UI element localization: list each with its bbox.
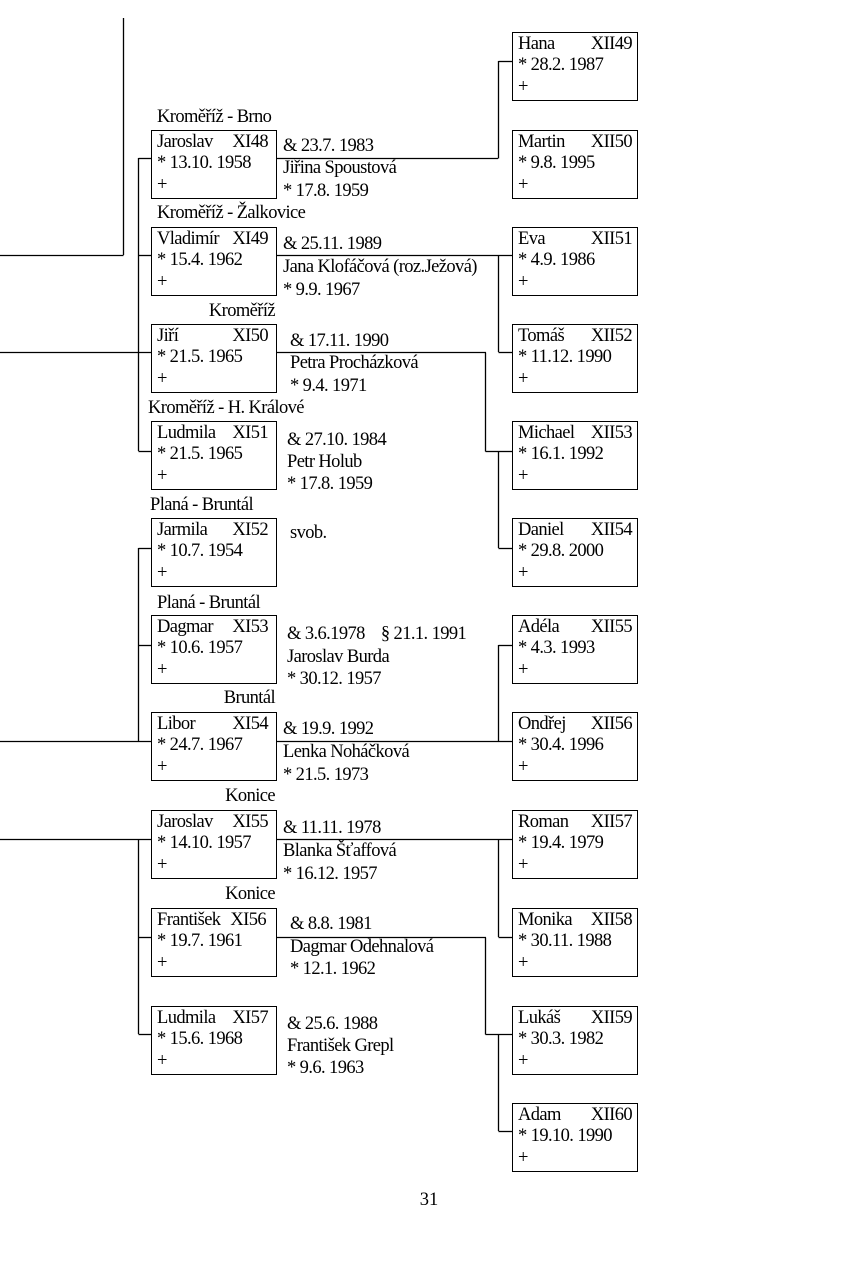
person-code: XI49	[232, 229, 268, 249]
spouse-birth: * 16.12. 1957	[283, 864, 377, 884]
person-card	[151, 908, 277, 977]
birth-date: * 4.3. 1993	[518, 638, 595, 658]
person-name: Tomáš	[518, 326, 565, 346]
person-code: XI53	[232, 617, 268, 637]
birth-date: * 15.4. 1962	[157, 250, 243, 270]
birth-date: * 13.10. 1958	[157, 153, 251, 173]
spouse-birth: * 9.9. 1967	[283, 280, 360, 300]
spouse-birth: * 17.8. 1959	[283, 181, 369, 201]
death-date: +	[157, 1051, 167, 1071]
person-card	[512, 712, 638, 781]
spouse-birth: * 30.12. 1957	[287, 669, 381, 689]
birth-date: * 14.10. 1957	[157, 833, 251, 853]
person-card	[151, 518, 277, 587]
person-name: Ludmila	[157, 1008, 216, 1028]
marriage-date: & 23.7. 1983	[283, 136, 374, 156]
death-date: +	[518, 175, 528, 195]
birth-date: * 19.4. 1979	[518, 833, 604, 853]
birth-date: * 28.2. 1987	[518, 55, 604, 75]
marriage-date: & 25.6. 1988	[287, 1014, 378, 1034]
person-card	[512, 32, 638, 101]
person-name: Libor	[157, 714, 196, 734]
person-name: Dagmar	[157, 617, 213, 637]
person-card	[512, 1103, 638, 1172]
person-card	[512, 518, 638, 587]
person-code: XI56	[230, 910, 266, 930]
death-date: +	[157, 855, 167, 875]
person-card	[512, 421, 638, 490]
birth-date: * 9.8. 1995	[518, 153, 595, 173]
spouse-birth: * 17.8. 1959	[287, 474, 373, 494]
death-date: +	[518, 272, 528, 292]
person-card	[512, 227, 638, 296]
death-date: +	[518, 855, 528, 875]
person-card	[512, 908, 638, 977]
person-code: XI52	[232, 520, 268, 540]
spouse-name: Jana Klofáčová (roz.Ježová)	[283, 257, 477, 277]
person-code: XII55	[590, 617, 632, 637]
birth-date: * 30.3. 1982	[518, 1029, 604, 1049]
person-name: Adam	[518, 1105, 561, 1125]
spouse-name: Dagmar Odehnalová	[290, 937, 434, 957]
person-card	[512, 615, 638, 684]
place-label: Konice	[225, 884, 275, 904]
marriage-date: & 25.11. 1989	[283, 234, 382, 254]
person-code: XII53	[590, 423, 632, 443]
person-code: XI51	[232, 423, 268, 443]
marriage-date: & 3.6.1978 § 21.1. 1991	[287, 624, 467, 644]
birth-date: * 15.6. 1968	[157, 1029, 243, 1049]
birth-date: * 21.5. 1965	[157, 444, 243, 464]
marriage-date: & 11.11. 1978	[283, 818, 381, 838]
spouse-name: Jaroslav Burda	[287, 647, 390, 667]
person-card	[151, 324, 277, 393]
person-code: XII59	[590, 1008, 632, 1028]
spouse-birth: * 21.5. 1973	[283, 765, 369, 785]
marriage-date: & 8.8. 1981	[290, 914, 372, 934]
person-name: Jarmila	[157, 520, 208, 540]
spouse-birth: * 12.1. 1962	[290, 959, 376, 979]
spouse-birth: * 9.4. 1971	[290, 376, 367, 396]
birth-date: * 30.4. 1996	[518, 735, 604, 755]
death-date: +	[518, 953, 528, 973]
person-card	[151, 130, 277, 199]
person-name: Jiří	[157, 326, 179, 346]
person-name: Monika	[518, 910, 572, 930]
birth-date: * 4.9. 1986	[518, 250, 595, 270]
person-name: Ondřej	[518, 714, 566, 734]
birth-date: * 24.7. 1967	[157, 735, 243, 755]
person-code: XII49	[590, 34, 632, 54]
spouse-name: Petr Holub	[287, 452, 362, 472]
person-name: Ludmila	[157, 423, 216, 443]
marriage-date: & 19.9. 1992	[283, 719, 374, 739]
death-date: +	[157, 757, 167, 777]
birth-date: * 10.7. 1954	[157, 541, 243, 561]
death-date: +	[518, 466, 528, 486]
spouse-name: Blanka Šťaffová	[283, 841, 397, 861]
person-card	[151, 227, 277, 296]
death-date: +	[157, 466, 167, 486]
spouse-birth: * 9.6. 1963	[287, 1058, 364, 1078]
spouse-name: Jiřina Spoustová	[283, 158, 397, 178]
person-card	[151, 615, 277, 684]
person-name: Eva	[518, 229, 545, 249]
death-date: +	[157, 660, 167, 680]
person-code: XI57	[232, 1008, 268, 1028]
person-name: Adéla	[518, 617, 560, 637]
place-label: Bruntál	[223, 688, 275, 708]
person-code: XII54	[590, 520, 632, 540]
death-date: +	[518, 660, 528, 680]
birth-date: * 21.5. 1965	[157, 347, 243, 367]
death-date: +	[518, 369, 528, 389]
birth-date: * 10.6. 1957	[157, 638, 243, 658]
person-card	[151, 712, 277, 781]
person-card	[151, 1006, 277, 1075]
person-name: Lukáš	[518, 1008, 561, 1028]
marriage-date: & 27.10. 1984	[287, 430, 387, 450]
person-card	[512, 1006, 638, 1075]
person-name: Roman	[518, 812, 569, 832]
person-code: XII58	[590, 910, 632, 930]
birth-date: * 19.10. 1990	[518, 1126, 612, 1146]
person-code: XI55	[232, 812, 268, 832]
person-card	[512, 810, 638, 879]
person-code: XII50	[590, 132, 632, 152]
person-card	[151, 421, 277, 490]
place-label: Kroměříž - Žalkovice	[157, 203, 306, 223]
death-date: +	[157, 563, 167, 583]
death-date: +	[157, 272, 167, 292]
page-number: 31	[419, 1190, 439, 1210]
person-name: Michael	[518, 423, 575, 443]
death-date: +	[518, 77, 528, 97]
person-code: XI50	[232, 326, 268, 346]
person-name: Jaroslav	[157, 132, 213, 152]
birth-date: * 16.1. 1992	[518, 444, 604, 464]
person-name: Jaroslav	[157, 812, 213, 832]
person-code: XII51	[590, 229, 632, 249]
person-code: XI48	[232, 132, 268, 152]
person-code: XII52	[590, 326, 632, 346]
marriage-date: svob.	[290, 523, 327, 543]
person-name: František	[157, 910, 221, 930]
place-label: Kroměříž - H. Králové	[148, 398, 304, 418]
person-code: XII60	[590, 1105, 632, 1125]
death-date: +	[157, 369, 167, 389]
death-date: +	[518, 563, 528, 583]
person-card	[512, 324, 638, 393]
person-name: Vladimír	[157, 229, 219, 249]
place-label: Planá - Bruntál	[150, 495, 254, 515]
person-name: Hana	[518, 34, 555, 54]
spouse-name: Lenka Noháčková	[283, 742, 410, 762]
person-code: XII57	[590, 812, 632, 832]
death-date: +	[157, 953, 167, 973]
death-date: +	[518, 1051, 528, 1071]
person-code: XI54	[232, 714, 268, 734]
death-date: +	[157, 175, 167, 195]
marriage-date: & 17.11. 1990	[290, 331, 389, 351]
birth-date: * 11.12. 1990	[518, 347, 612, 367]
spouse-name: Petra Procházková	[290, 353, 418, 373]
place-label: Planá - Bruntál	[157, 593, 261, 613]
place-label: Kroměříž	[208, 301, 275, 321]
birth-date: * 19.7. 1961	[157, 931, 243, 951]
birth-date: * 30.11. 1988	[518, 931, 612, 951]
person-code: XII56	[590, 714, 632, 734]
place-label: Kroměříž - Brno	[157, 107, 272, 127]
death-date: +	[518, 1148, 528, 1168]
person-name: Martin	[518, 132, 565, 152]
person-card	[151, 810, 277, 879]
birth-date: * 29.8. 2000	[518, 541, 604, 561]
death-date: +	[518, 757, 528, 777]
place-label: Konice	[225, 786, 275, 806]
person-name: Daniel	[518, 520, 564, 540]
person-card	[512, 130, 638, 199]
spouse-name: František Grepl	[287, 1036, 394, 1056]
